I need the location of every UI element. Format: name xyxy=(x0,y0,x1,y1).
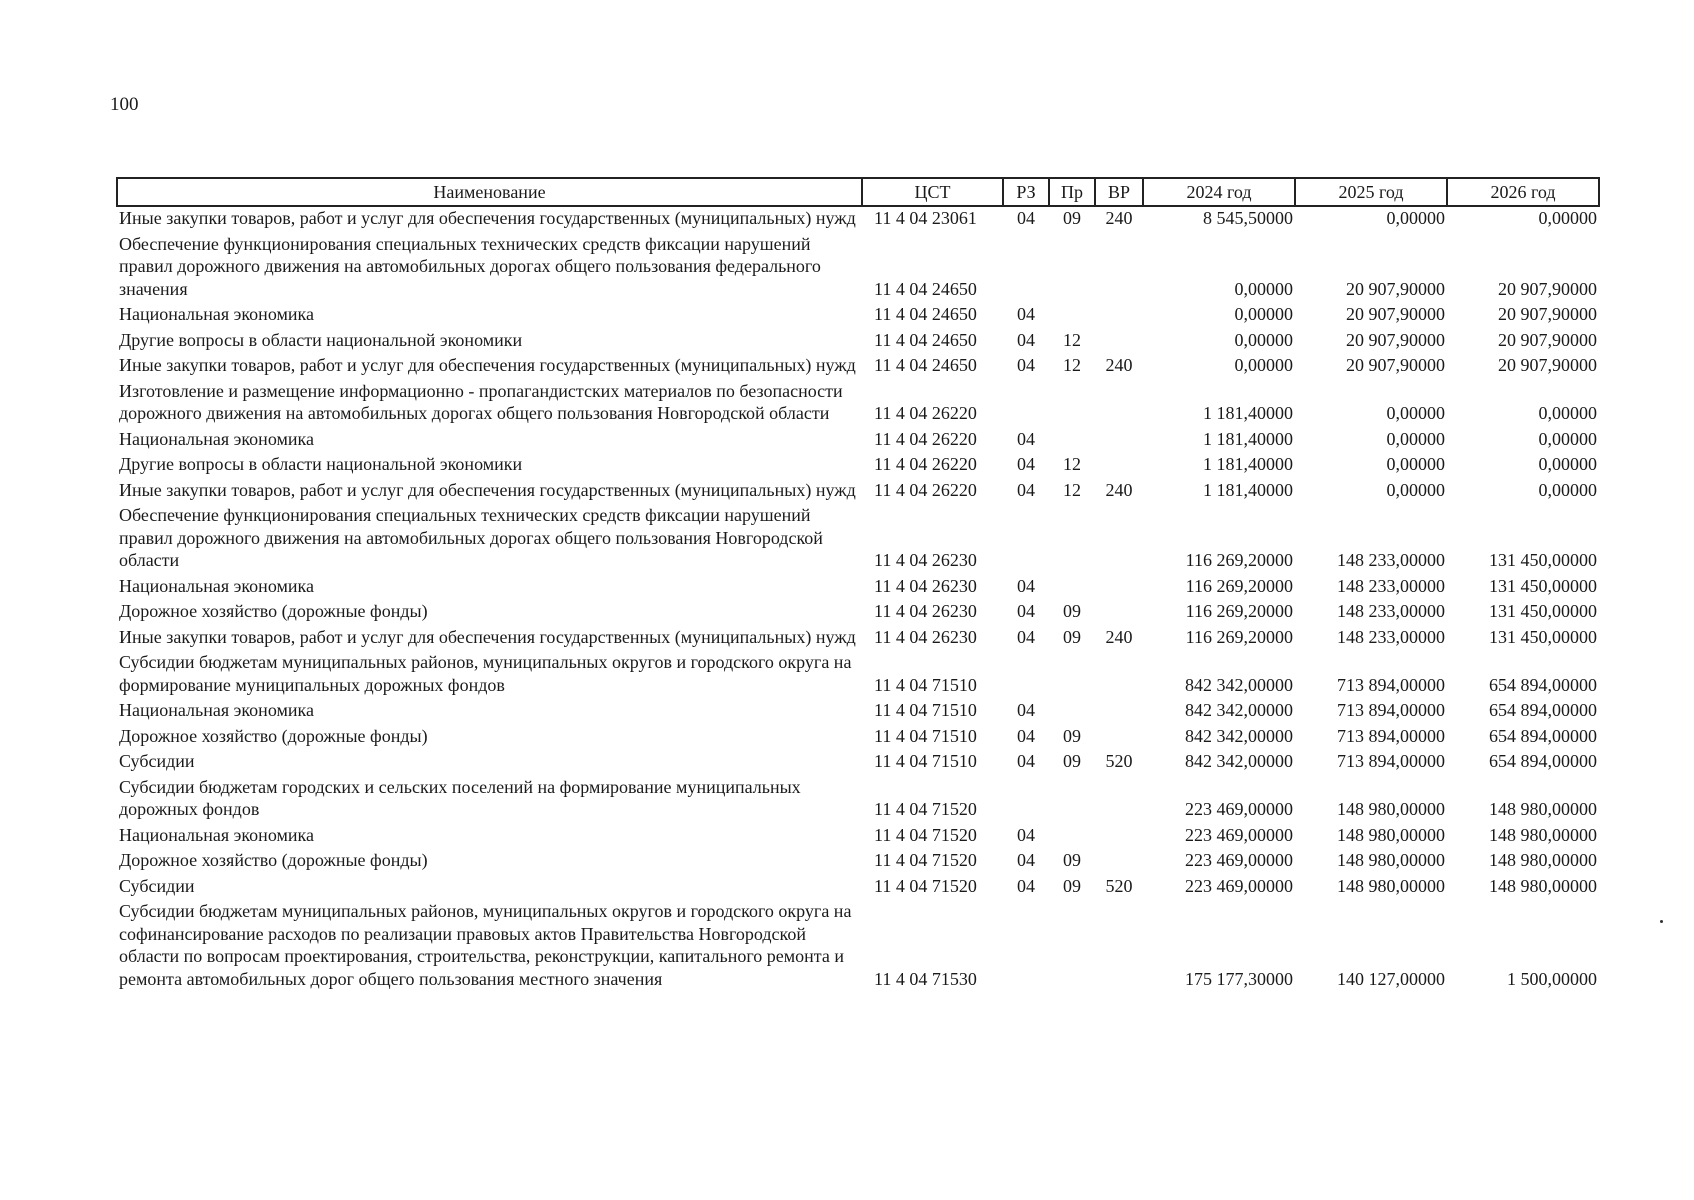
cell-2025: 148 233,00000 xyxy=(1337,575,1445,596)
cell-2025: 148 233,00000 xyxy=(1337,550,1445,570)
cell-rz: 04 xyxy=(1017,575,1035,596)
table-row xyxy=(117,354,1599,380)
cell-pr: 09 xyxy=(1063,725,1081,746)
cell-2024: 116 269,20000 xyxy=(1185,550,1293,570)
cell-2024: 842 342,00000 xyxy=(1185,725,1293,746)
cell-2025: 148 233,00000 xyxy=(1337,601,1445,621)
cell-name: Национальная экономика xyxy=(119,824,314,845)
cell-2024: 116 269,20000 xyxy=(1185,601,1293,621)
cell-2025: 148 233,00000 xyxy=(1337,626,1445,647)
cell-vr: 240 xyxy=(1105,355,1133,375)
cell-cst: 11 4 04 26220 xyxy=(874,428,977,449)
cell-name: Иные закупки товаров, работ и услуг для обеспечения государственных (муниципальных) нужд xyxy=(119,355,856,375)
cell-rz xyxy=(1003,380,1049,428)
cell-name: Субсидии бюджетам городских и сельских поселений на формирование муниципальных дорожных фондов xyxy=(119,776,801,819)
table-row xyxy=(117,600,1599,626)
cell-rz: 04 xyxy=(1017,428,1035,449)
cell-2025: 148 980,00000 xyxy=(1337,824,1445,845)
cell-name: Иные закупки товаров, работ и услуг для обеспечения государственных (муниципальных) нужд xyxy=(119,208,856,228)
table-row xyxy=(117,453,1599,479)
cell-pr: 09 xyxy=(1063,751,1081,771)
cell-2025: 0,00000 xyxy=(1386,403,1445,423)
cell-cst: 11 4 04 26220 xyxy=(874,403,977,423)
cell-vr xyxy=(1095,651,1143,699)
cell-2024: 842 342,00000 xyxy=(1185,700,1293,720)
header-name: Наименование xyxy=(117,178,862,206)
cell-cst: 11 4 04 23061 xyxy=(874,208,977,228)
cell-pr: 12 xyxy=(1063,479,1081,500)
cell-2025: 148 980,00000 xyxy=(1337,875,1445,896)
cell-2025: 20 907,90000 xyxy=(1346,329,1445,350)
cell-2024: 1 181,40000 xyxy=(1203,403,1293,423)
cell-vr xyxy=(1095,600,1143,626)
cell-rz xyxy=(1003,233,1049,304)
cell-cst: 11 4 04 71510 xyxy=(874,674,977,695)
cell-rz: 04 xyxy=(1017,850,1035,870)
cell-cst: 11 4 04 24650 xyxy=(874,329,977,350)
cell-2024: 0,00000 xyxy=(1234,355,1293,375)
cell-name: Субсидии xyxy=(119,751,195,771)
cell-rz xyxy=(1003,651,1049,699)
cell-cst: 11 4 04 26220 xyxy=(874,479,977,500)
cell-vr: 240 xyxy=(1105,479,1133,500)
cell-2024: 0,00000 xyxy=(1234,278,1293,299)
cell-pr: 09 xyxy=(1063,601,1081,621)
table-row xyxy=(117,303,1599,329)
table-row xyxy=(117,428,1599,454)
cell-name: Национальная экономика xyxy=(119,304,314,324)
cell-pr xyxy=(1049,651,1095,699)
cell-rz: 04 xyxy=(1017,355,1035,375)
cell-2025: 148 980,00000 xyxy=(1337,799,1445,819)
cell-2026: 0,00000 xyxy=(1538,479,1597,500)
table-row xyxy=(117,206,1599,233)
cell-name: Обеспечение функционирования специальных технических средств фиксации нарушений правил дорожного движения на автомобильных дорогах общего пользования Новгородской области xyxy=(119,505,823,570)
budget-table xyxy=(116,177,1600,993)
cell-rz: 04 xyxy=(1017,875,1035,896)
cell-rz: 04 xyxy=(1017,601,1035,621)
cell-2024: 1 181,40000 xyxy=(1203,428,1293,449)
cell-cst: 11 4 04 71520 xyxy=(874,799,977,819)
header-2026: 2026 год xyxy=(1447,178,1599,206)
cell-cst: 11 4 04 26230 xyxy=(874,575,977,596)
cell-rz: 04 xyxy=(1017,751,1035,771)
cell-2026: 20 907,90000 xyxy=(1498,304,1597,324)
cell-2025: 20 907,90000 xyxy=(1346,278,1445,299)
cell-rz xyxy=(1003,504,1049,575)
cell-2026: 654 894,00000 xyxy=(1489,674,1597,695)
cell-cst: 11 4 04 71510 xyxy=(874,751,977,771)
table-row xyxy=(117,651,1599,699)
cell-cst: 11 4 04 24650 xyxy=(874,304,977,324)
cell-2026: 131 450,00000 xyxy=(1489,601,1597,621)
cell-cst: 11 4 04 71520 xyxy=(874,850,977,870)
cell-cst: 11 4 04 71520 xyxy=(874,875,977,896)
cell-2024: 842 342,00000 xyxy=(1185,751,1293,771)
cell-vr: 240 xyxy=(1105,208,1133,228)
cell-2024: 116 269,20000 xyxy=(1185,626,1293,647)
stray-mark xyxy=(1660,920,1663,923)
cell-2025: 0,00000 xyxy=(1386,428,1445,449)
cell-2026: 148 980,00000 xyxy=(1489,850,1597,870)
cell-cst: 11 4 04 26230 xyxy=(874,550,977,570)
cell-pr: 09 xyxy=(1063,850,1081,870)
cell-2025: 148 980,00000 xyxy=(1337,850,1445,870)
cell-pr: 12 xyxy=(1063,454,1081,474)
header-cst: ЦСТ xyxy=(862,178,1003,206)
cell-cst: 11 4 04 24650 xyxy=(874,278,977,299)
cell-2026: 654 894,00000 xyxy=(1489,751,1597,771)
cell-2026: 1 500,00000 xyxy=(1507,968,1597,989)
cell-rz xyxy=(1003,900,1049,993)
cell-pr xyxy=(1049,575,1095,601)
header-pr: Пр xyxy=(1049,178,1095,206)
cell-2026: 20 907,90000 xyxy=(1498,355,1597,375)
cell-rz: 04 xyxy=(1017,208,1035,228)
cell-name: Субсидии бюджетам муниципальных районов, муниципальных округов и городского округа на формирование муниципальных дорожных фондов xyxy=(119,652,852,695)
cell-vr xyxy=(1095,453,1143,479)
cell-2024: 8 545,50000 xyxy=(1203,208,1293,228)
cell-rz: 04 xyxy=(1017,824,1035,845)
cell-2025: 0,00000 xyxy=(1386,454,1445,474)
cell-vr xyxy=(1095,776,1143,824)
table-row xyxy=(117,750,1599,776)
cell-2024: 116 269,20000 xyxy=(1185,575,1293,596)
table-row xyxy=(117,380,1599,428)
table-row xyxy=(117,575,1599,601)
cell-pr: 09 xyxy=(1063,208,1081,228)
cell-pr: 12 xyxy=(1063,329,1081,350)
cell-2025: 713 894,00000 xyxy=(1337,700,1445,720)
cell-pr xyxy=(1049,504,1095,575)
cell-rz: 04 xyxy=(1017,626,1035,647)
cell-2026: 0,00000 xyxy=(1538,208,1597,228)
cell-name: Дорожное хозяйство (дорожные фонды) xyxy=(119,601,428,621)
table-row xyxy=(117,900,1599,993)
cell-vr xyxy=(1095,900,1143,993)
table-row xyxy=(117,504,1599,575)
cell-pr: 09 xyxy=(1063,875,1081,896)
header-rz: РЗ xyxy=(1003,178,1049,206)
cell-cst: 11 4 04 26230 xyxy=(874,601,977,621)
cell-pr xyxy=(1049,303,1095,329)
cell-2024: 223 469,00000 xyxy=(1185,824,1293,845)
cell-vr xyxy=(1095,725,1143,751)
cell-vr xyxy=(1095,380,1143,428)
table-row xyxy=(117,824,1599,850)
cell-2026: 0,00000 xyxy=(1538,428,1597,449)
cell-name: Дорожное хозяйство (дорожные фонды) xyxy=(119,850,428,870)
cell-2026: 148 980,00000 xyxy=(1489,875,1597,896)
cell-cst: 11 4 04 26230 xyxy=(874,626,977,647)
cell-name: Иные закупки товаров, работ и услуг для обеспечения государственных (муниципальных) нужд xyxy=(119,479,856,500)
header-2024: 2024 год xyxy=(1143,178,1295,206)
cell-2024: 1 181,40000 xyxy=(1203,454,1293,474)
cell-pr xyxy=(1049,776,1095,824)
cell-cst: 11 4 04 71510 xyxy=(874,700,977,720)
cell-cst: 11 4 04 71530 xyxy=(874,968,977,989)
table-row xyxy=(117,849,1599,875)
cell-rz: 04 xyxy=(1017,725,1035,746)
cell-vr xyxy=(1095,575,1143,601)
cell-2024: 223 469,00000 xyxy=(1185,875,1293,896)
cell-vr xyxy=(1095,428,1143,454)
cell-2024: 842 342,00000 xyxy=(1185,674,1293,695)
cell-vr xyxy=(1095,849,1143,875)
cell-name: Национальная экономика xyxy=(119,700,314,720)
table-row xyxy=(117,776,1599,824)
table-row xyxy=(117,699,1599,725)
header-vr: ВР xyxy=(1095,178,1143,206)
cell-pr: 09 xyxy=(1063,626,1081,647)
cell-rz: 04 xyxy=(1017,454,1035,474)
cell-2026: 654 894,00000 xyxy=(1489,725,1597,746)
cell-rz: 04 xyxy=(1017,479,1035,500)
cell-2026: 148 980,00000 xyxy=(1489,824,1597,845)
cell-2024: 0,00000 xyxy=(1234,304,1293,324)
cell-pr xyxy=(1049,428,1095,454)
cell-2026: 131 450,00000 xyxy=(1489,575,1597,596)
cell-vr: 520 xyxy=(1105,751,1133,771)
cell-2025: 0,00000 xyxy=(1386,208,1445,228)
header-2025: 2025 год xyxy=(1295,178,1447,206)
cell-pr xyxy=(1049,380,1095,428)
cell-2024: 0,00000 xyxy=(1234,329,1293,350)
table-row xyxy=(117,626,1599,652)
cell-2024: 223 469,00000 xyxy=(1185,850,1293,870)
cell-pr xyxy=(1049,233,1095,304)
table-row xyxy=(117,875,1599,901)
cell-rz: 04 xyxy=(1017,329,1035,350)
cell-2026: 148 980,00000 xyxy=(1489,799,1597,819)
cell-name: Обеспечение функционирования специальных технических средств фиксации нарушений правил дорожного движения на автомобильных дорогах общего пользования федерального значения xyxy=(119,233,821,299)
cell-cst: 11 4 04 24650 xyxy=(874,355,977,375)
cell-2025: 20 907,90000 xyxy=(1346,304,1445,324)
table-row xyxy=(117,479,1599,505)
cell-name: Национальная экономика xyxy=(119,575,314,596)
cell-2026: 0,00000 xyxy=(1538,454,1597,474)
cell-name: Иные закупки товаров, работ и услуг для обеспечения государственных (муниципальных) нужд xyxy=(119,626,856,647)
cell-name: Изготовление и размещение информационно - пропагандистских материалов по безопасности дорожного движения на автомобильных дорогах общего пользования Новгородской области xyxy=(119,380,843,423)
cell-2026: 131 450,00000 xyxy=(1489,626,1597,647)
cell-2026: 0,00000 xyxy=(1538,403,1597,423)
cell-2026: 20 907,90000 xyxy=(1498,278,1597,299)
table-header xyxy=(117,178,1599,206)
cell-2026: 654 894,00000 xyxy=(1489,700,1597,720)
table-row xyxy=(117,233,1599,304)
table-row xyxy=(117,329,1599,355)
cell-vr xyxy=(1095,329,1143,355)
cell-vr xyxy=(1095,824,1143,850)
cell-vr: 520 xyxy=(1105,875,1133,896)
cell-name: Дорожное хозяйство (дорожные фонды) xyxy=(119,725,428,746)
cell-cst: 11 4 04 71520 xyxy=(874,824,977,845)
cell-name: Субсидии xyxy=(119,875,195,896)
cell-2024: 175 177,30000 xyxy=(1185,968,1293,989)
cell-cst: 11 4 04 26220 xyxy=(874,454,977,474)
cell-2025: 20 907,90000 xyxy=(1346,355,1445,375)
cell-rz xyxy=(1003,776,1049,824)
cell-2025: 713 894,00000 xyxy=(1337,725,1445,746)
cell-rz: 04 xyxy=(1017,700,1035,720)
cell-name: Другие вопросы в области национальной экономики xyxy=(119,454,523,474)
cell-pr xyxy=(1049,699,1095,725)
table-row xyxy=(117,725,1599,751)
cell-vr: 240 xyxy=(1105,626,1133,647)
cell-vr xyxy=(1095,303,1143,329)
cell-2025: 713 894,00000 xyxy=(1337,674,1445,695)
cell-pr xyxy=(1049,900,1095,993)
cell-name: Субсидии бюджетам муниципальных районов, муниципальных округов и городского округа на софинансирование расходов по реализации правовых актов Правительства Новгородской области по вопросам проектирования, строительства, реконструкции, капитального ремонта и ремонта автомобильных дорог общего пользования местного значения xyxy=(119,901,852,989)
cell-rz: 04 xyxy=(1017,304,1035,324)
cell-2025: 140 127,00000 xyxy=(1337,968,1445,989)
cell-vr xyxy=(1095,504,1143,575)
cell-vr xyxy=(1095,233,1143,304)
table-body xyxy=(117,206,1599,993)
cell-pr: 12 xyxy=(1063,355,1081,375)
cell-name: Другие вопросы в области национальной экономики xyxy=(119,329,523,350)
cell-cst: 11 4 04 71510 xyxy=(874,725,977,746)
cell-2026: 20 907,90000 xyxy=(1498,329,1597,350)
page-number: 100 xyxy=(110,94,139,115)
cell-2025: 713 894,00000 xyxy=(1337,751,1445,771)
cell-vr xyxy=(1095,699,1143,725)
cell-2024: 223 469,00000 xyxy=(1185,799,1293,819)
cell-name: Национальная экономика xyxy=(119,428,314,449)
cell-2025: 0,00000 xyxy=(1386,479,1445,500)
cell-2024: 1 181,40000 xyxy=(1203,479,1293,500)
cell-2026: 131 450,00000 xyxy=(1489,550,1597,570)
cell-pr xyxy=(1049,824,1095,850)
